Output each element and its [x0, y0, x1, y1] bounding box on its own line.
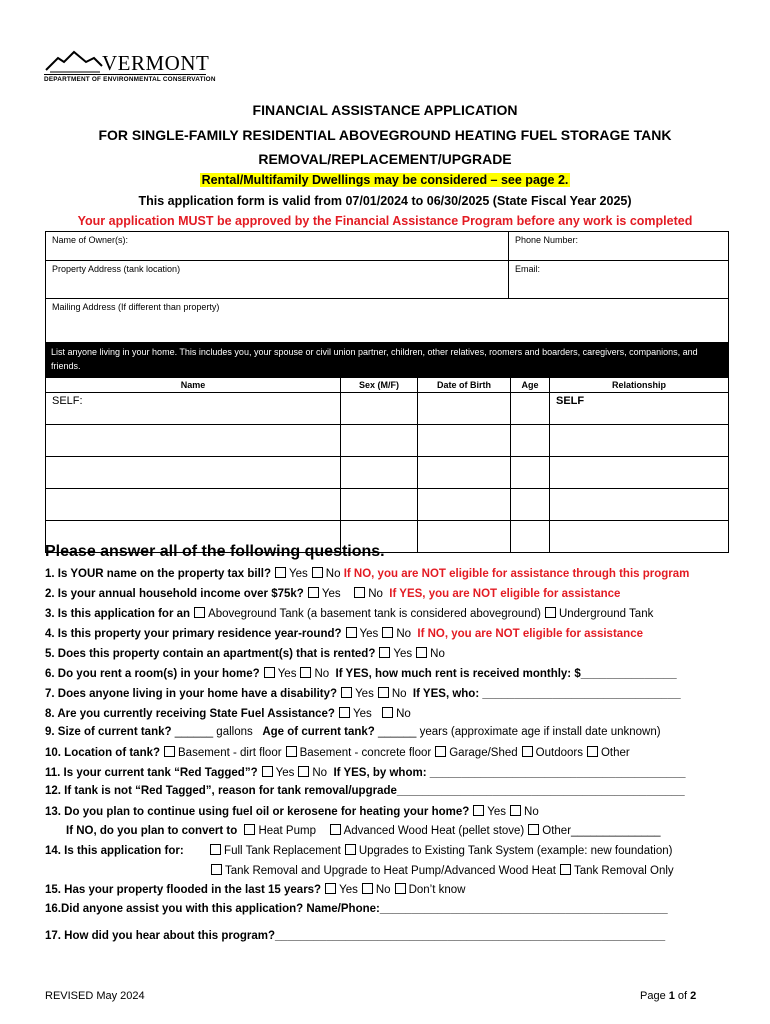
logo-department: DEPARTMENT OF ENVIRONMENTAL CONSERVATION: [44, 76, 216, 83]
page-number: Page 1 of 2: [640, 990, 697, 1002]
logo-state: VERMONT: [102, 51, 210, 75]
q13-other-checkbox[interactable]: [528, 824, 539, 835]
validity-note: This application form is valid from 07/01/2024 to 06/30/2025 (State Fiscal Year 2025): [138, 194, 632, 208]
table-row: [46, 489, 729, 521]
q1-yes-checkbox[interactable]: [275, 567, 286, 578]
table-row: [46, 425, 729, 457]
question-14b: Tank Removal and Upgrade to Heat Pump/Advanced Wood Heat Tank Removal Only: [207, 864, 674, 877]
question-15: 15. Has your property flooded in the last 15 years? Yes No Don’t know: [45, 884, 466, 896]
q11-no-checkbox[interactable]: [298, 766, 309, 777]
form-title-1: FINANCIAL ASSISTANCE APPLICATION: [252, 102, 518, 118]
question-9: 9. Size of current tank? ______ gallons Age of current tank? ______ years (approximate age if install date unknown): [45, 726, 661, 738]
household-intro: List anyone living in your home. This includes you, your spouse or civil union partner, children, other relatives, roomers and boarders, caregivers, companions, and friends.: [45, 342, 729, 377]
questions-heading: Please answer all of the following questions.: [45, 543, 385, 560]
question-13: 13. Do you plan to continue using fuel oil or kerosene for heating your home? Yes No: [45, 806, 539, 818]
q15-dontknow-checkbox[interactable]: [395, 883, 406, 894]
col-dob: Date of Birth: [418, 378, 511, 393]
col-name: Name: [46, 378, 341, 393]
question-7: 7. Does anyone living in your home have a disability? Yes No If YES, who: _______________________________: [45, 688, 681, 700]
revision-date: REVISED May 2024: [45, 990, 145, 1002]
q10-dirt-checkbox[interactable]: [164, 746, 175, 757]
q5-yes-checkbox[interactable]: [379, 647, 390, 658]
q5-no-checkbox[interactable]: [416, 647, 427, 658]
q10-other-checkbox[interactable]: [587, 746, 598, 757]
question-12: 12. If tank is not “Red Tagged”, reason for tank removal/upgrade_____________________________________________: [45, 785, 685, 797]
question-5: 5. Does this property contain an apartment(s) that is rented? Yes No: [45, 648, 445, 660]
question-14: 14. Is this application for: Full Tank Replacement Upgrades to Existing Tank System (example: new foundation): [45, 845, 673, 857]
question-10: 10. Location of tank? Basement - dirt floor Basement - concrete floor Garage/Shed Outdoors Other: [45, 747, 630, 759]
col-sex: Sex (M/F): [341, 378, 418, 393]
mountain-icon: [44, 48, 104, 74]
q4-yes-checkbox[interactable]: [346, 627, 357, 638]
question-1: 1. Is YOUR name on the property tax bill? Yes No If NO, you are NOT eligible for assistance through this program: [45, 568, 690, 580]
q3-aboveground-checkbox[interactable]: [194, 607, 205, 618]
question-13b: If NO, do you plan to convert to Heat Pump Advanced Wood Heat (pellet stove) Other______________: [66, 825, 661, 837]
q4-no-checkbox[interactable]: [382, 627, 393, 638]
phone-field[interactable]: Phone Number:: [509, 232, 729, 261]
q10-outdoors-checkbox[interactable]: [522, 746, 533, 757]
q13-yes-checkbox[interactable]: [473, 805, 484, 816]
form-title-3: REMOVAL/REPLACEMENT/UPGRADE: [258, 151, 512, 167]
owner-name-field[interactable]: Name of Owner(s):: [46, 232, 509, 261]
q8-yes-checkbox[interactable]: [339, 707, 350, 718]
q11-yes-checkbox[interactable]: [262, 766, 273, 777]
vermont-logo: [44, 48, 216, 88]
self-relationship-cell: SELF: [550, 393, 729, 425]
question-3: 3. Is this application for an Aboveground Tank (a basement tank is considered aboveground) Underground Tank: [45, 608, 654, 620]
property-address-field[interactable]: Property Address (tank location): [46, 261, 509, 299]
q15-no-checkbox[interactable]: [362, 883, 373, 894]
q3-underground-checkbox[interactable]: [545, 607, 556, 618]
table-row: [46, 393, 729, 425]
q14-upgrades-checkbox[interactable]: [345, 844, 356, 855]
rental-note: Rental/Multifamily Dwellings may be considered – see page 2.: [201, 173, 569, 187]
approval-warning: Your application MUST be approved by the Financial Assistance Program before any work is completed: [77, 214, 693, 228]
household-table: [45, 377, 729, 553]
q13-wood-checkbox[interactable]: [330, 824, 341, 835]
q10-garage-checkbox[interactable]: [435, 746, 446, 757]
question-2: 2. Is your annual household income over $75k? Yes No If YES, you are NOT eligible for assistance: [45, 588, 621, 600]
q7-no-checkbox[interactable]: [378, 687, 389, 698]
question-4: 4. Is this property your primary residence year-round? Yes No If NO, you are NOT eligible for assistance: [45, 628, 643, 640]
q6-yes-checkbox[interactable]: [264, 667, 275, 678]
question-11: 11. Is your current tank “Red Tagged”? Yes No If YES, by whom: ________________________________________: [45, 767, 686, 779]
q2-yes-checkbox[interactable]: [308, 587, 319, 598]
form-title-2: FOR SINGLE-FAMILY RESIDENTIAL ABOVEGROUND HEATING FUEL STORAGE TANK: [98, 127, 672, 143]
q13-no-checkbox[interactable]: [510, 805, 521, 816]
question-16: 16.Did anyone assist you with this application? Name/Phone:_____________________________________________: [45, 903, 668, 915]
q14-removal-only-checkbox[interactable]: [560, 864, 571, 875]
email-field[interactable]: Email:: [509, 261, 729, 299]
q13-heatpump-checkbox[interactable]: [244, 824, 255, 835]
q7-yes-checkbox[interactable]: [341, 687, 352, 698]
question-8: 8. Are you currently receiving State Fuel Assistance? Yes No: [45, 708, 411, 720]
applicant-info-table: [45, 231, 729, 343]
q6-no-checkbox[interactable]: [300, 667, 311, 678]
col-relationship: Relationship: [550, 378, 729, 393]
mailing-address-field[interactable]: Mailing Address (If different than property): [46, 299, 729, 343]
q1-no-checkbox[interactable]: [312, 567, 323, 578]
col-age: Age: [511, 378, 550, 393]
q2-no-checkbox[interactable]: [354, 587, 365, 598]
table-row: [46, 457, 729, 489]
q14-removal-upgrade-checkbox[interactable]: [211, 864, 222, 875]
self-name-cell[interactable]: SELF:: [46, 393, 341, 425]
q10-concrete-checkbox[interactable]: [286, 746, 297, 757]
q8-no-checkbox[interactable]: [382, 707, 393, 718]
question-6: 6. Do you rent a room(s) in your home? Yes No If YES, how much rent is received monthly: $_______________: [45, 668, 677, 680]
question-17: 17. How did you hear about this program?_____________________________________________________________: [45, 930, 666, 942]
q15-yes-checkbox[interactable]: [325, 883, 336, 894]
q14-full-replacement-checkbox[interactable]: [210, 844, 221, 855]
